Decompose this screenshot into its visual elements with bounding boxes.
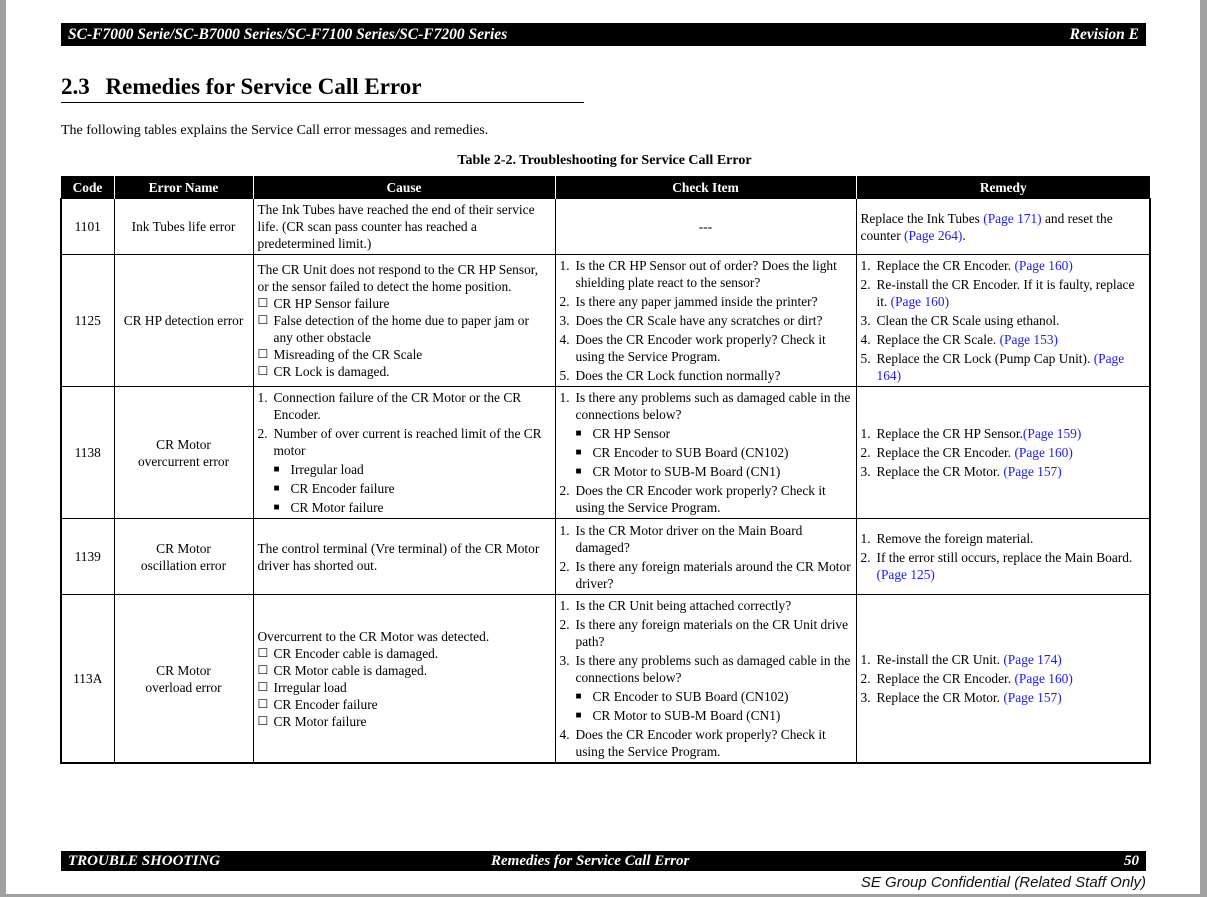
bullet-icon: ■ bbox=[575, 691, 582, 702]
column-header-cause: Cause bbox=[253, 176, 555, 199]
section-title-text: Remedies for Service Call Error bbox=[105, 74, 422, 99]
check-text: Is there any foreign materials on the CR Unit drive path? bbox=[575, 617, 849, 649]
remedy-cell bbox=[856, 255, 1150, 387]
page-link[interactable]: (Page 157) bbox=[1003, 690, 1062, 705]
cause-item-text: Irregular load bbox=[273, 679, 347, 695]
check-item bbox=[560, 522, 852, 556]
cause-item-text: CR Encoder failure bbox=[273, 696, 378, 712]
cause-item-text: CR HP Sensor failure bbox=[273, 296, 390, 311]
item-number: 1. bbox=[257, 390, 268, 405]
item-number: 1. bbox=[860, 531, 871, 546]
header-model-series: SC-F7000 Serie/SC-B7000 Series/SC-F7100 Series/SC-F7200 Series bbox=[68, 25, 508, 43]
item-number: 2. bbox=[860, 445, 871, 460]
cause-subitem-text: CR Encoder failure bbox=[290, 481, 395, 496]
check-text: Is the CR Unit being attached correctly? bbox=[575, 598, 792, 613]
remedy-item bbox=[861, 444, 1146, 461]
check-text: Does the CR Encoder work properly? Check it using the Service Program. bbox=[575, 332, 826, 364]
checkbox-icon: ☐ bbox=[257, 662, 269, 677]
check-subitem bbox=[560, 444, 852, 461]
remedy-cell bbox=[856, 519, 1150, 595]
error-code: 1101 bbox=[61, 199, 114, 255]
check-item bbox=[560, 331, 852, 365]
check-item bbox=[560, 389, 852, 423]
check-item-cell bbox=[555, 595, 856, 764]
page-link[interactable]: (Page 125) bbox=[876, 567, 935, 582]
remedy-text: Replace the CR Encoder. bbox=[876, 258, 1015, 273]
header-revision: Revision E bbox=[1069, 25, 1139, 43]
column-header-code: Code bbox=[61, 176, 114, 199]
section-number: 2.3 bbox=[61, 74, 90, 99]
running-footer bbox=[61, 851, 1146, 871]
check-text: Does the CR Encoder work properly? Check it using the Service Program. bbox=[575, 727, 826, 759]
remedy-item bbox=[861, 276, 1146, 310]
check-item bbox=[560, 652, 852, 686]
check-text: Is there any problems such as damaged cable in the connections below? bbox=[575, 390, 851, 422]
remedy-item bbox=[861, 651, 1146, 668]
cause-subitem bbox=[258, 461, 551, 478]
checkbox-icon: ☐ bbox=[257, 679, 269, 694]
remedy-item bbox=[861, 257, 1146, 274]
error-name-line: CR Motor bbox=[156, 662, 211, 678]
cause-item bbox=[258, 312, 551, 346]
error-code: 1139 bbox=[61, 519, 114, 595]
cause-intro: Overcurrent to the CR Motor was detected. bbox=[257, 628, 490, 644]
item-number: 4. bbox=[860, 332, 871, 347]
cause-item bbox=[258, 679, 551, 696]
cause-cell bbox=[253, 595, 555, 764]
checkbox-icon: ☐ bbox=[257, 645, 269, 660]
check-text: Is there any foreign materials around the CR Motor driver? bbox=[575, 558, 851, 591]
remedy-text: Replace the CR Motor. bbox=[876, 690, 1004, 705]
error-name-line: Ink Tubes life error bbox=[131, 219, 236, 234]
remedy-item bbox=[861, 530, 1146, 547]
service-call-error-table bbox=[60, 176, 1151, 764]
footer-chapter: TROUBLE SHOOTING bbox=[68, 852, 221, 869]
item-number: 1. bbox=[860, 258, 871, 273]
item-number: 5. bbox=[559, 368, 570, 383]
item-number: 4. bbox=[559, 332, 570, 347]
check-subitem bbox=[560, 707, 852, 724]
check-text: Is there any paper jammed inside the printer? bbox=[575, 294, 818, 309]
remedy-text: If the error still occurs, replace the Main Board. bbox=[876, 550, 1133, 565]
error-name-line: oscillation error bbox=[140, 557, 227, 573]
remedy-cell bbox=[856, 199, 1150, 255]
remedy-text: Replace the CR Encoder. bbox=[876, 445, 1015, 460]
section-title bbox=[61, 74, 584, 103]
check-text: Does the CR Lock function normally? bbox=[575, 368, 781, 383]
column-header-remedy: Remedy bbox=[856, 176, 1150, 199]
bullet-icon: ■ bbox=[273, 483, 280, 494]
remedy-text: Replace the CR Scale. bbox=[876, 332, 1000, 347]
page-link[interactable]: (Page 160) bbox=[1014, 445, 1073, 460]
error-name-line: CR HP detection error bbox=[123, 313, 244, 328]
checkbox-icon: ☐ bbox=[257, 713, 269, 728]
item-number: 1. bbox=[860, 652, 871, 667]
table-row bbox=[61, 595, 1150, 764]
column-header-error-name: Error Name bbox=[114, 176, 253, 199]
check-text: Is the CR Motor driver on the Main Board damaged? bbox=[575, 522, 803, 555]
check-item bbox=[560, 558, 852, 592]
cause-cell bbox=[253, 255, 555, 387]
document-page bbox=[6, 0, 1200, 894]
cause-cell: The Ink Tubes have reached the end of their service life. (CR scan pass counter has reached a predetermined limit.) bbox=[253, 199, 555, 255]
table-row bbox=[61, 519, 1150, 595]
cause-subitem bbox=[258, 499, 551, 516]
checkbox-icon: ☐ bbox=[257, 347, 269, 361]
check-subitem bbox=[560, 425, 852, 442]
cause-item bbox=[258, 713, 551, 730]
bullet-icon: ■ bbox=[575, 466, 582, 477]
bullet-icon: ■ bbox=[575, 428, 582, 439]
remedy-text: Replace the Ink Tubes bbox=[860, 210, 984, 226]
checkbox-icon: ☐ bbox=[257, 313, 269, 327]
table-row bbox=[61, 255, 1150, 387]
remedy-text: Re-install the CR Encoder. If it is faulty, replace it. bbox=[876, 277, 1135, 309]
table-row bbox=[61, 387, 1150, 519]
item-number: 1. bbox=[559, 522, 570, 538]
item-number: 1. bbox=[559, 390, 570, 405]
cause-text: Number of over current is reached limit of the CR motor bbox=[273, 426, 542, 458]
item-number: 2. bbox=[257, 426, 268, 441]
item-number: 2. bbox=[860, 671, 871, 686]
cause-item-text: CR Motor failure bbox=[273, 713, 367, 729]
remedy-item bbox=[861, 463, 1146, 480]
item-number: 3. bbox=[559, 653, 570, 668]
error-name bbox=[114, 595, 253, 764]
page-link[interactable]: (Page 160) bbox=[890, 294, 950, 309]
cause-text: Connection failure of the CR Motor or the CR Encoder. bbox=[273, 390, 522, 422]
remedy-cell bbox=[856, 595, 1150, 764]
page-link[interactable]: (Page 160) bbox=[1014, 671, 1073, 686]
item-number: 2. bbox=[559, 617, 570, 632]
item-number: 1. bbox=[559, 598, 570, 613]
remedy-item bbox=[861, 670, 1146, 687]
check-item bbox=[560, 367, 852, 384]
check-subitem bbox=[560, 463, 852, 480]
remedy-text: . bbox=[962, 227, 966, 243]
item-number: 3. bbox=[860, 313, 871, 328]
item-number: 3. bbox=[860, 690, 871, 705]
item-number: 5. bbox=[860, 351, 871, 366]
confidentiality-notice: SE Group Confidential (Related Staff Only) bbox=[860, 874, 1146, 891]
error-name-line: CR Motor bbox=[156, 436, 211, 452]
error-name-line: CR Motor bbox=[156, 540, 211, 556]
check-text: Does the CR Encoder work properly? Check it using the Service Program. bbox=[575, 483, 826, 515]
item-number: 2. bbox=[559, 483, 570, 498]
error-code: 1125 bbox=[61, 255, 114, 387]
check-subitem-text: CR Encoder to SUB Board (CN102) bbox=[592, 445, 789, 460]
cause-item bbox=[258, 295, 551, 312]
cause-item bbox=[258, 662, 551, 679]
remedy-text: Replace the CR Encoder. bbox=[876, 671, 1015, 686]
check-item-cell bbox=[555, 255, 856, 387]
check-subitem bbox=[560, 688, 852, 705]
bullet-icon: ■ bbox=[575, 447, 582, 458]
error-name bbox=[114, 519, 253, 595]
error-name bbox=[114, 255, 253, 387]
page-link[interactable]: (Page 153) bbox=[999, 332, 1058, 347]
table-header-row bbox=[61, 176, 1150, 199]
remedy-item bbox=[861, 689, 1146, 706]
check-subitem-text: CR Motor to SUB-M Board (CN1) bbox=[592, 708, 781, 723]
cause-item bbox=[258, 363, 551, 380]
cause-subitem-text: Irregular load bbox=[290, 462, 364, 477]
cause-intro: The CR Unit does not respond to the CR HP Sensor, or the sensor failed to detect the home position. bbox=[257, 262, 539, 294]
check-subitem-text: CR Encoder to SUB Board (CN102) bbox=[592, 689, 789, 704]
check-item bbox=[560, 312, 852, 329]
cause-item-text: Misreading of the CR Scale bbox=[273, 347, 423, 362]
check-subitem-text: CR Motor to SUB-M Board (CN1) bbox=[592, 464, 781, 479]
error-name-line: overload error bbox=[145, 679, 222, 695]
page-link[interactable]: (Page 164) bbox=[876, 351, 1125, 383]
check-item bbox=[560, 616, 852, 650]
check-item bbox=[560, 257, 852, 291]
error-code: 1138 bbox=[61, 387, 114, 519]
check-item-cell bbox=[555, 387, 856, 519]
bullet-icon: ■ bbox=[575, 710, 582, 721]
cause-item bbox=[258, 696, 551, 713]
check-text: Is the CR HP Sensor out of order? Does the light shielding plate react to the sensor? bbox=[575, 258, 837, 290]
cause-cell: The control terminal (Vre terminal) of the CR Motor driver has shorted out. bbox=[253, 519, 555, 595]
check-subitem-text: CR HP Sensor bbox=[592, 426, 671, 441]
bullet-icon: ■ bbox=[273, 502, 280, 513]
page-link[interactable]: (Page 159) bbox=[1022, 426, 1082, 441]
cause-cell bbox=[253, 387, 555, 519]
check-item bbox=[560, 726, 852, 760]
page-link[interactable]: (Page 174) bbox=[1003, 652, 1062, 667]
running-header bbox=[61, 23, 1146, 46]
remedy-item bbox=[861, 331, 1146, 348]
item-number: 3. bbox=[559, 313, 570, 328]
item-number: 2. bbox=[860, 550, 871, 565]
cause-subitem bbox=[258, 480, 551, 497]
remedy-item bbox=[861, 312, 1146, 329]
cause-item bbox=[258, 346, 551, 363]
cause-item bbox=[258, 425, 551, 459]
table-caption: Table 2-2. Troubleshooting for Service Call Error bbox=[457, 153, 752, 168]
cause-item-text: CR Encoder cable is damaged. bbox=[273, 645, 439, 661]
remedy-item bbox=[861, 549, 1146, 583]
checkbox-icon: ☐ bbox=[257, 696, 269, 711]
remedy-item bbox=[861, 425, 1146, 442]
page-number: 50 bbox=[1124, 852, 1139, 869]
item-number: 1. bbox=[860, 426, 871, 441]
cause-item-text: False detection of the home due to paper jam or any other obstacle bbox=[273, 313, 529, 345]
remedy-item bbox=[861, 350, 1146, 384]
error-name bbox=[114, 387, 253, 519]
error-name bbox=[114, 199, 253, 255]
item-number: 1. bbox=[559, 258, 570, 273]
item-number: 2. bbox=[860, 277, 871, 292]
table-row bbox=[61, 199, 1150, 255]
intro-paragraph: The following tables explains the Service Call error messages and remedies. bbox=[61, 123, 489, 138]
check-item bbox=[560, 597, 852, 614]
page-link[interactable]: (Page 157) bbox=[1003, 464, 1062, 479]
remedy-text: Replace the CR Lock (Pump Cap Unit). bbox=[876, 351, 1094, 366]
cause-item bbox=[258, 389, 551, 423]
check-item-cell: --- bbox=[555, 199, 856, 255]
item-number: 4. bbox=[559, 727, 570, 742]
bullet-icon: ■ bbox=[273, 464, 280, 475]
cause-item bbox=[258, 645, 551, 662]
error-name-line: overcurrent error bbox=[137, 453, 230, 469]
footer-section: Remedies for Service Call Error bbox=[491, 852, 690, 869]
remedy-cell bbox=[856, 387, 1150, 519]
error-code: 113A bbox=[61, 595, 114, 764]
column-header-check-item: Check Item bbox=[555, 176, 856, 199]
checkbox-icon: ☐ bbox=[257, 296, 269, 310]
item-number: 2. bbox=[559, 294, 570, 309]
check-item-cell bbox=[555, 519, 856, 595]
remedy-text: Replace the CR Motor. bbox=[876, 464, 1004, 479]
remedy-text: Remove the foreign material. bbox=[876, 531, 1034, 546]
remedy-text: Re-install the CR Unit. bbox=[876, 652, 1004, 667]
check-item bbox=[560, 293, 852, 310]
page-link[interactable]: (Page 264) bbox=[904, 227, 963, 243]
cause-item-text: CR Lock is damaged. bbox=[273, 364, 390, 379]
checkbox-icon: ☐ bbox=[257, 364, 269, 378]
page-link[interactable]: (Page 171) bbox=[983, 210, 1042, 226]
cause-subitem-text: CR Motor failure bbox=[290, 500, 384, 515]
item-number: 3. bbox=[860, 464, 871, 479]
check-item bbox=[560, 482, 852, 516]
remedy-text: Replace the CR HP Sensor. bbox=[876, 426, 1023, 441]
remedy-text: Clean the CR Scale using ethanol. bbox=[876, 313, 1060, 328]
cause-item-text: CR Motor cable is damaged. bbox=[273, 662, 428, 678]
check-text: Is there any problems such as damaged cable in the connections below? bbox=[575, 653, 851, 685]
item-number: 2. bbox=[559, 558, 570, 574]
remedy-text: and reset the counter bbox=[860, 210, 1113, 243]
check-text: Does the CR Scale have any scratches or dirt? bbox=[575, 313, 823, 328]
page-link[interactable]: (Page 160) bbox=[1014, 258, 1073, 273]
